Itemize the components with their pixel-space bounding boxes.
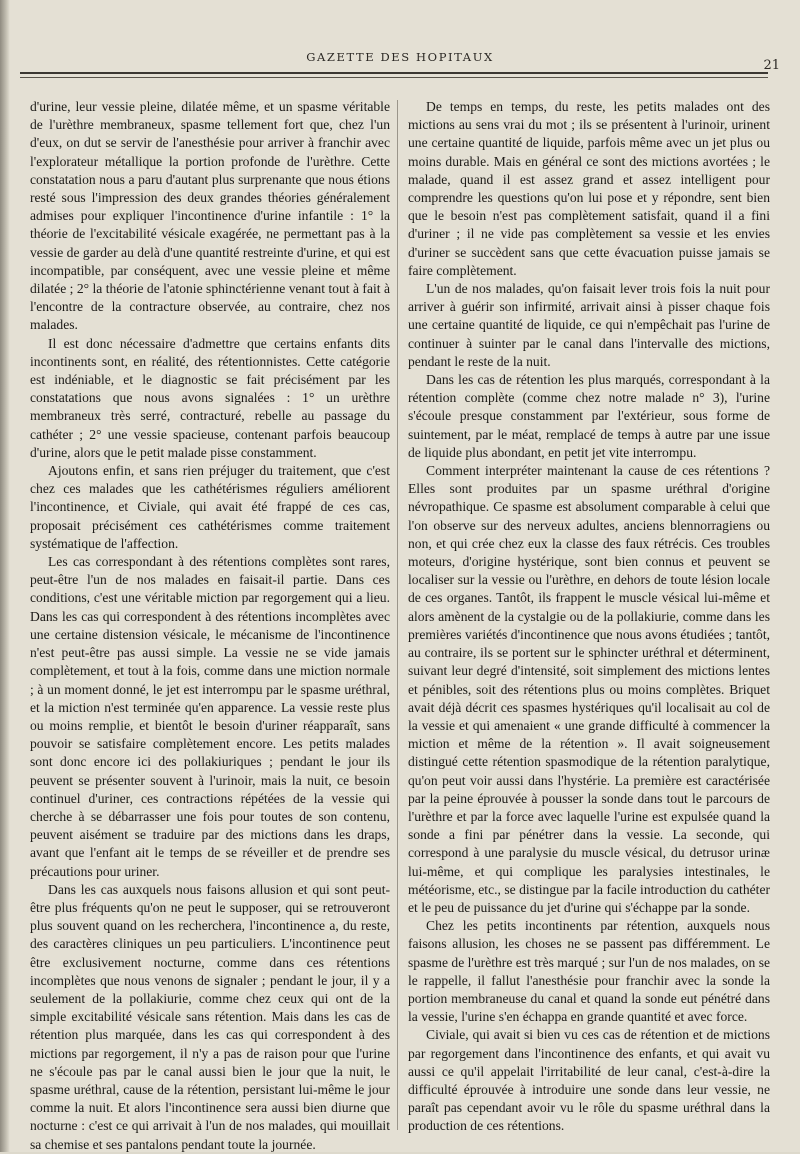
paragraph: Ajoutons enfin, et sans rien préjuger du traitement, que c'est chez ces malades que les cathétérismes réguliers améliorent l'incontinence, et Civiale, qui avait été frappé de ces cas, proposait précisément ces cathétérismes comme traitement systématique de l'affection. xyxy=(30,463,390,551)
paragraph: L'un de nos malades, qu'on faisait lever trois fois la nuit pour arriver à guérir son infirmité, arrivait ainsi à pisser chaque fois une certaine quantité de liquide, ce qui n'empêchait pas l'urine de continuer à suinter par le canal dans l'intervalle des mictions, pendant le reste de la nuit. xyxy=(408,281,770,369)
paragraph: Dans les cas de rétention les plus marqués, correspondant à la rétention complète (comme chez notre malade n° 3), l'urine s'écoule presque constamment par l'extérieur, sous forme de suintement, par le méat, remplacé de temps à autre par une issue de liquide plus abondant, en petit jet vite interrompu. xyxy=(408,372,770,460)
header-rule-thick xyxy=(20,72,768,74)
page-header xyxy=(0,50,800,90)
header-rule-thin xyxy=(20,77,768,78)
paragraph: Chez les petits incontinents par rétention, auxquels nous faisons allusion, les choses ne se passent pas différemment. Le spasme de l'urèthre est très marqué ; sur l'un de nos malades, on se le rappelle, il fallut l'anesthésie pour franchir avec la sonde la portion membraneuse du canal et quand la sonde eut pénétré dans la vessie, l'urine s'en échappa en grande quantité et avec force. xyxy=(408,918,771,1025)
column-divider xyxy=(397,100,398,1130)
paragraph: Les cas correspondant à des rétentions complètes sont rares, peut-être l'un de nos malades en faisait-il partie. Dans ces conditions, c'est une véritable miction par regorgement qui a lieu. Dans les cas qui correspondent à des rétentions incomplètes avec une certaine distension vésicale, le mécanisme de l'incontinence n'est peut-être pas aussi simple. La vessie ne se vide jamais complètement, et tout à la fois, comme dans une miction normale ; à un moment donné, le jet est interrompu par le spasme uréthral, et la miction n'est terminée qu'en apparence. La vessie reste plus ou moins remplie, et bientôt le besoin d'uriner réapparaît, sans pouvoir se satisfaire complètement encore. Les petits malades sont donc encore ici des pollakiuriques ; pendant le jour ils peuvent se présenter souvent à l'urinoir, mais la nuit, ce besoin continuel d'uriner, ces contractions répétées de la vessie qui cherche à se débarrasser une fois pour toutes de son contenu, peuvent aisément se traduire par des mictions dans les draps, avant que l'enfant ait le temps de se réveiller et de prendre ses précautions pour uriner. xyxy=(30,554,390,879)
paragraph: Comment interpréter maintenant la cause de ces rétentions ? Elles sont produites par un spasme uréthral d'origine névropathique. Ce spasme est absolument comparable à celui que l'on observe sur des nerveux adultes, anciens blennorragiens ou non, et qui crée chez eux la classe des faux rétrécis. Ces troubles moteurs, d'origine hystérique, sont bien connus et peuvent se localiser sur la vessie ou l'urèthre, en dehors de toute lésion locale de ces organes. Tantôt, ils frappent le muscle vésical lui-même et alors amènent de la cystalgie ou de la pollakiurie, comme dans les premières variétés d'incontinence que nous avons étudiées ; tantôt, au contraire, ils se portent sur le sphincter uréthral et déterminent, suivant leur degré d'intensité, soit simplement des mictions lentes et pénibles, soit des rétentions plus ou moins complètes. Briquet avait déjà décrit ces spasmes hystériques qu'il localisait au col de la vessie et qui amenaient « une grande difficulté à commencer la miction et même de la rétention ». Il avait soigneusement distingué cette rétention spasmodique de la rétention paralytique, qu'on peut voir aussi dans l'hystérie. La première est caractérisée par la peine éprouvée à pousser la sonde dans tout le parcours de l'urèthre et par la force avec laquelle l'urine est expulsée quand la sonde a fini par pénétrer dans la vessie. La seconde, qui correspond à une paralysie du muscle vésical, du detrusor urinæ lui-même, et qui complique les paralysies intestinales, le météorisme, etc., se distingue par la facile introduction du cathéter et le peu de puissance du jet d'urine qui s'échappe par la sonde. xyxy=(408,463,770,915)
running-title: GAZETTE DES HOPITAUX xyxy=(306,50,494,64)
paragraph: Dans les cas auxquels nous faisons allusion et qui sont peut-être plus fréquents qu'on ne peut le supposer, qui se retrouveront plus souvent quand on les recherchera, l'incontinence a, du reste, des caractères cliniques un peu particuliers. L'incontinence peut être exclusivement nocturne, comme dans ces rétentions incomplètes que nous venons de signaler ; pendant le jour, il y a seulement de la pollakiurie, comme chez ceux qui ont de la simple excitabilité vésicale sans rétention. Mais dans les cas de rétention plus marquée, dans les cas qui correspondent à des mictions par regorgement, il n'y a pas de raison pour que l'urine ne s'écoule pas par le canal aussi bien le jour que la nuit, le spasme uréthral, cause de la rétention, persistant lui-même le jour comme la nuit. Et alors l'incontinence sera aussi bien diurne que nocturne : c'est ce qui arrivait à l'un de nos malades, qui mouillait sa chemise et ses pantalons pendant toute la journée. xyxy=(30,881,390,1152)
left-column xyxy=(30,98,390,1152)
page-number: 21 xyxy=(763,58,780,73)
paragraph: d'urine, leur vessie pleine, dilatée même, et un spasme véritable de l'urèthre membraneux, spasme tellement fort que, chez l'un d'eux, on dut se servir de l'anesthésie pour arriver à franchir avec l'explorateur métallique la portion profonde de l'urèthre. Cette constatation nous a paru d'autant plus surprenante que nous étions resté sous l'impression des deux grandes théories généralement admises pour expliquer l'incontinence d'urine infantile : 1° la théorie de l'excitabilité vésicale exagérée, ne permettant pas à la vessie de garder au delà d'une quantité restreinte d'urine, et qui est incompatible, par conséquent, avec une vessie pleine et même dilatée ; 2° la théorie de l'atonie sphinctérienne venant tout à fait à l'encontre de la contracture observée, au contraire, chez nos malades. xyxy=(30,99,390,333)
paragraph: De temps en temps, du reste, les petits malades ont des mictions au sens vrai du mot ; ils se présentent à l'urinoir, urinent une certaine quantité de liquide, parfois même avec un jet plus ou moins durable. Mais en général ce sont des mictions avortées ; le malade, quand il est assez grand et assez intelligent pour comprendre les questions qu'on lui pose et y répondre, sent bien que le besoin n'est pas complètement satisfait, quand il a fini d'uriner ; il ne vide pas complètement sa vessie et les envies d'uriner se succèdent sans que cette évacuation puisse jamais se faire complètement. xyxy=(408,99,770,278)
right-column xyxy=(408,98,770,1138)
paragraph: Il est donc nécessaire d'admettre que certains enfants dits incontinents sont, en réalité, des rétentionnistes. Cette catégorie est indéniable, et le diagnostic se fait précisément par les constatations que nous avons signalées : 1° un urèthre membraneux très serré, contracturé, rebelle au passage du cathéter ; 2° une vessie spacieuse, contenant parfois beaucoup d'urine, alors que le petit malade pisse constamment. xyxy=(30,335,390,460)
paragraph: Civiale, qui avait si bien vu ces cas de rétention et de mictions par regorgement dans l'incontinence des enfants, et qui avait vu aussi ce qu'il appelait l'irritabilité de leur canal, c'est-à-dire la difficulté éprouvée à introduire une sonde dans leur vessie, ne paraît pas cependant avoir vu le rôle du spasme uréthral dans la production de ces rétentions. xyxy=(408,1027,770,1134)
page-binding-edge xyxy=(0,0,10,1152)
